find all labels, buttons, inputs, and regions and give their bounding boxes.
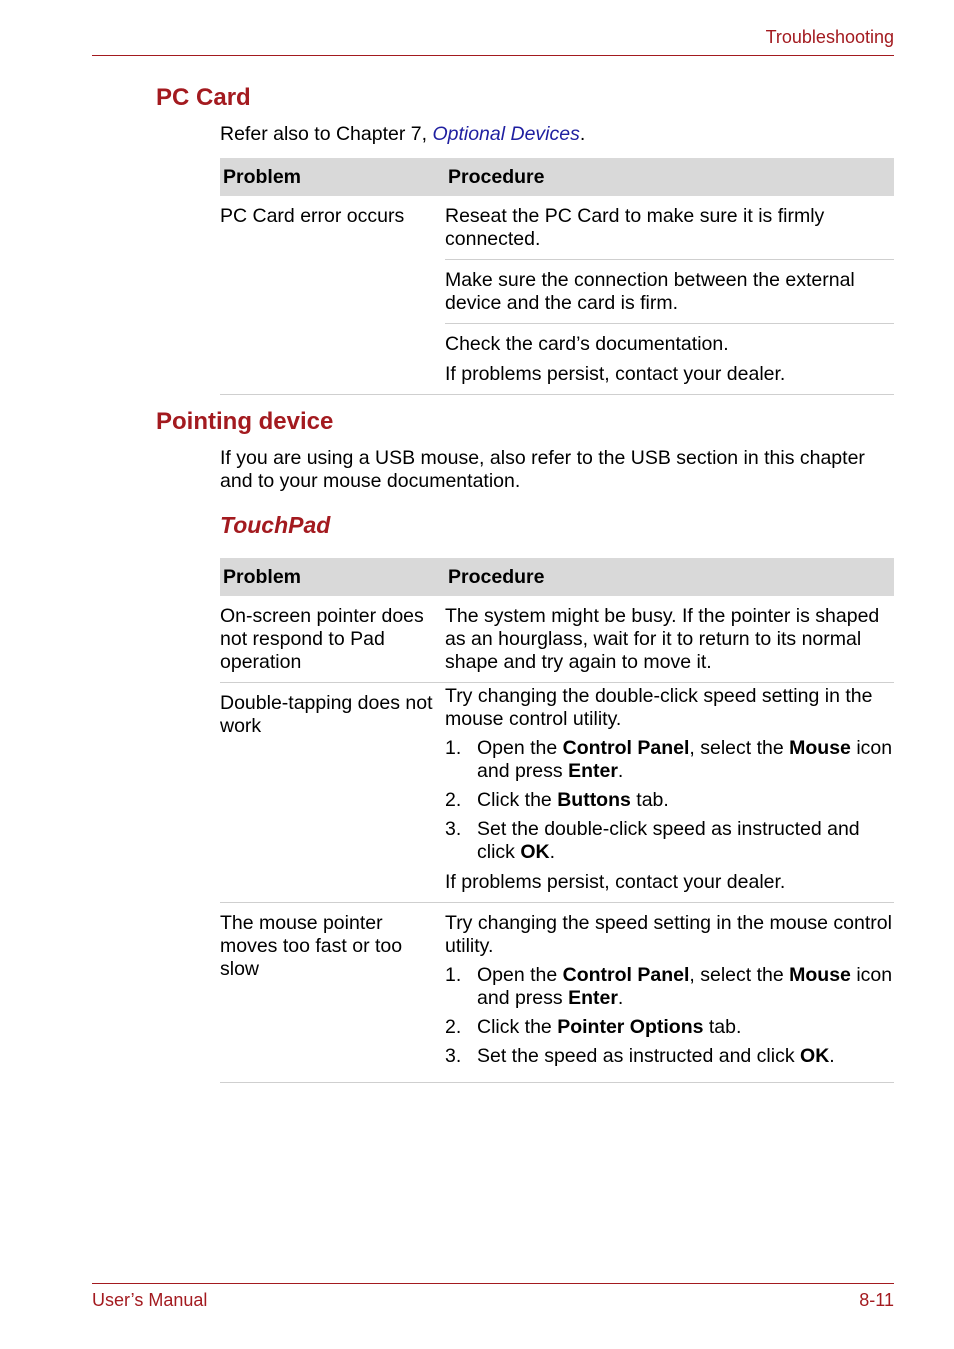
procedure-cell — [445, 903, 894, 1083]
pc-card-heading: PC Card — [156, 84, 251, 111]
column-header-procedure: Procedure — [445, 158, 894, 196]
problem-text: Double-tapping does not work — [220, 692, 433, 737]
pc-card-table — [220, 158, 894, 395]
step-number: 1. — [445, 964, 462, 986]
step-item — [445, 737, 894, 783]
header-rule — [92, 55, 894, 56]
step-item — [445, 789, 894, 812]
steps-list — [445, 737, 894, 864]
page-number: 8-11 — [859, 1290, 894, 1310]
table-header-row — [220, 158, 894, 196]
problem-cell — [220, 596, 445, 683]
procedure-block — [445, 903, 894, 1082]
problem-text: On-screen pointer does not respond to Pad operation — [220, 605, 424, 673]
column-header-problem: Problem — [220, 158, 445, 196]
pc-card-intro — [220, 123, 900, 146]
column-header-procedure: Procedure — [445, 558, 894, 596]
step-number: 1. — [445, 737, 462, 759]
problem-cell — [220, 196, 445, 395]
procedure-text: If problems persist, contact your dealer. — [445, 363, 786, 385]
step-text: Click the Pointer Options tab. — [477, 1016, 742, 1038]
procedure-block — [445, 260, 894, 324]
touchpad-table — [220, 558, 894, 1083]
step-number: 2. — [445, 1016, 462, 1038]
procedure-text: Reseat the PC Card to make sure it is firmly connected. — [445, 205, 825, 250]
touchpad-heading: TouchPad — [220, 512, 331, 538]
procedure-text: The system might be busy. If the pointer is shaped as an hourglass, wait for it to return to its normal shape and try again to move it. — [445, 605, 880, 673]
procedure-lead: Try changing the double-click speed setting in the mouse control utility. — [445, 685, 873, 730]
procedure-block — [445, 196, 894, 260]
step-number: 3. — [445, 818, 462, 840]
step-text: Open the Control Panel, select the Mouse icon and press Enter. — [477, 964, 893, 1009]
procedure-block — [445, 596, 894, 682]
step-text: Set the speed as instructed and click OK. — [477, 1045, 835, 1067]
pc-card-intro-end: . — [579, 123, 586, 145]
procedure-cell — [445, 196, 894, 395]
step-item — [445, 1016, 894, 1039]
problem-text: PC Card error occurs — [220, 205, 405, 227]
pointing-device-heading: Pointing device — [156, 408, 334, 435]
step-text: Open the Control Panel, select the Mouse icon and press Enter. — [477, 737, 893, 782]
step-number: 3. — [445, 1045, 462, 1067]
procedure-text: Make sure the connection between the external device and the card is firm. — [445, 269, 855, 314]
steps-list — [445, 964, 894, 1068]
procedure-lead: Try changing the speed setting in the mouse control utility. — [445, 912, 892, 957]
procedure-block — [445, 324, 894, 394]
running-header: Troubleshooting — [765, 27, 894, 47]
pc-card-intro-text: Refer also to Chapter 7, — [220, 123, 433, 145]
pointing-device-intro: If you are using a USB mouse, also refer to the USB section in this chapter and to your mouse documentation. — [220, 447, 865, 492]
step-item — [445, 1045, 894, 1068]
problem-text: The mouse pointer moves too fast or too slow — [220, 912, 403, 980]
table-row — [220, 683, 894, 903]
problem-cell — [220, 903, 445, 1083]
step-text: Set the double-click speed as instructed and click OK. — [477, 818, 860, 863]
procedure-block — [445, 683, 894, 902]
procedure-cell — [445, 683, 894, 903]
step-text: Click the Buttons tab. — [477, 789, 669, 811]
procedure-cell — [445, 596, 894, 683]
step-item — [445, 964, 894, 1010]
table-header-row — [220, 558, 894, 596]
problem-cell — [220, 683, 445, 903]
table-row — [220, 903, 894, 1083]
column-header-problem: Problem — [220, 558, 445, 596]
procedure-text: Check the card’s documentation. — [445, 333, 729, 355]
footer-rule — [92, 1283, 894, 1284]
step-item — [445, 818, 894, 864]
footer-manual-title: User’s Manual — [92, 1290, 208, 1310]
procedure-tail: If problems persist, contact your dealer. — [445, 871, 786, 893]
optional-devices-link[interactable]: Optional Devices — [432, 123, 580, 145]
table-row — [220, 196, 894, 395]
table-row — [220, 596, 894, 683]
step-number: 2. — [445, 789, 462, 811]
